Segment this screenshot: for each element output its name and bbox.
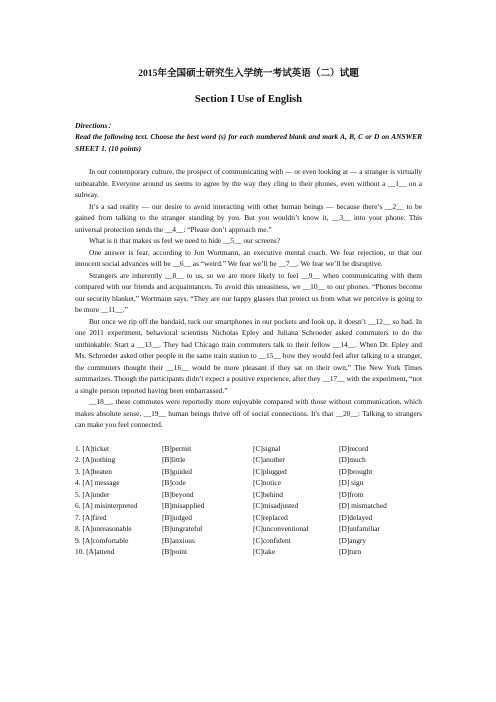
- option-a: 6. [A] misinterpreted: [75, 501, 138, 510]
- option-d: [D]much: [339, 455, 366, 464]
- exam-page: [75, 68, 422, 558]
- passage-paragraph-3: What is it that makes us feel we need to hide __5__ our screens?: [89, 236, 281, 245]
- passage-paragraph-1: In our contemporary culture, the prospect of communicating with — or even looking at — a stranger is virtually unbearable. Everyone around us seems to agree by the way they cling to their phones, even without a __1__ on a subway.: [75, 167, 422, 199]
- option-a: 3. [A]beaten: [75, 466, 112, 476]
- option-c: [C]notice: [253, 478, 281, 487]
- option-b: [B]misapplied: [162, 501, 205, 510]
- option-a: 1. [A]ticket: [75, 443, 110, 453]
- option-d: [D]record: [339, 443, 369, 453]
- option-b: [B]permit: [162, 443, 192, 453]
- passage-paragraph-4: One answer is fear, according to Jon Wortmann, an executive mental coach. We fear rejection, or that our innocent social advances will be __6__ as “weird.” We fear we’ll be __7__. We fear we’ll be disruptive.: [75, 247, 422, 268]
- option-b: [B]point: [162, 547, 188, 556]
- option-row-7: [75, 512, 422, 524]
- option-b: [B]anxious: [162, 535, 195, 545]
- option-c: [C]replaced: [253, 512, 288, 522]
- passage-paragraph-2: It’s a sad reality — our desire to avoid interacting with other human beings — because there’s __2__ to be gained from talking to the stranger standing by you. But you wouldn’t know it, __3__ into your phone. This universal protection sends the __4__: “Please don’t approach me.”: [75, 201, 422, 234]
- answer-options: [75, 443, 422, 558]
- option-a: 5. [A]under: [75, 489, 110, 499]
- section-heading: Section I Use of English: [194, 94, 303, 105]
- option-c: [C]another: [253, 455, 286, 464]
- option-d: [D]delayed: [339, 512, 373, 522]
- option-row-3: [75, 466, 422, 478]
- option-row-1: [75, 443, 422, 455]
- option-c: [C]misadjusted: [253, 501, 299, 510]
- option-d: [D]brought: [339, 466, 373, 476]
- passage-paragraph-5: Strangers are inherently __8__ to us, so we are more likely to feel __9__ when communicating with them compared with our friends and acquaintances. To avoid this uneasiness, we __10__ to our phones. “Phones become our security blanket,” Wortmann says. “They are our happy glasses that protect us from what we perceive is going to be more __11__.”: [75, 270, 422, 314]
- option-row-9: [75, 535, 422, 547]
- option-row-2: [75, 454, 422, 466]
- option-a: 7. [A]fired: [75, 512, 107, 522]
- option-b: [B]code: [162, 478, 186, 487]
- passage-paragraph-6: But once we rip off the bandaid, tuck our smartphones in our pockets and look up, it doesn’t __12__ so bad. In one 2011 experiment, behavioral scientists Nicholas Epley and Juliana Schroeder asked commuters to do the unthinkable: Start a __13__. They had Chicago train commuters talk to their fellow __14__. When Dr. Epley and Ms. Schroeder asked other people in the same train station to __15__ how they would feel after talking to a stranger, the commuters thought their __16__ would be more pleasant if they sat on their own,” The New York Times summarizes. Though the participants didn’t expect a positive experience, after they __17__ with the experiment, “not a single person reported having been embarrassed.”: [75, 316, 422, 395]
- option-c: [C]behind: [253, 489, 283, 499]
- option-c: [C]unconventional: [253, 524, 309, 533]
- option-d: [D]from: [339, 489, 364, 499]
- option-c: [C]take: [253, 547, 276, 556]
- option-c: [C]plugged: [253, 466, 287, 476]
- option-b: [B]judged: [162, 512, 192, 522]
- option-d: [D] sign: [339, 478, 364, 487]
- option-d: [D]unfamiliar: [339, 524, 381, 533]
- option-a: 2. [A]nothing: [75, 455, 116, 464]
- directions-text: Read the following text. Choose the best word (s) for each numbered blank and mark A, B, C or D on ANSWER SHEET 1. (10 points): [75, 132, 422, 153]
- option-d: [D]turn: [339, 547, 362, 556]
- option-b: [B]ungrateful: [162, 524, 203, 533]
- option-a: 8. [A]unreasonable: [75, 524, 132, 533]
- option-row-8: [75, 523, 422, 535]
- option-row-10: [75, 546, 422, 558]
- option-a: 4. [A] message: [75, 478, 120, 487]
- option-d: [D] mismatched: [339, 501, 387, 510]
- option-d: [D]angry: [339, 535, 367, 545]
- option-a: 9. [A]comfortable: [75, 535, 129, 545]
- option-a: 10. [A]attend: [75, 547, 115, 556]
- option-row-4: [75, 477, 422, 489]
- passage-paragraph-7: __18__, these commutes were reportedly more enjoyable compared with those without communication, which makes absolute sense, __19__ human beings thrive off of social connections. It's that __20__: Talking to strangers can make you feel connected.: [75, 397, 422, 429]
- option-c: [C]signal: [253, 443, 281, 453]
- option-b: [B]little: [162, 455, 186, 464]
- option-c: [C]confident: [253, 535, 291, 545]
- option-b: [B]beyond: [162, 489, 194, 499]
- directions-heading: Directions：: [75, 121, 116, 130]
- option-b: [B]guided: [162, 466, 192, 476]
- exam-title: 2015年全国硕士研究生入学统一考试英语（二）试题: [138, 68, 359, 79]
- option-row-5: [75, 489, 422, 501]
- option-row-6: [75, 500, 422, 512]
